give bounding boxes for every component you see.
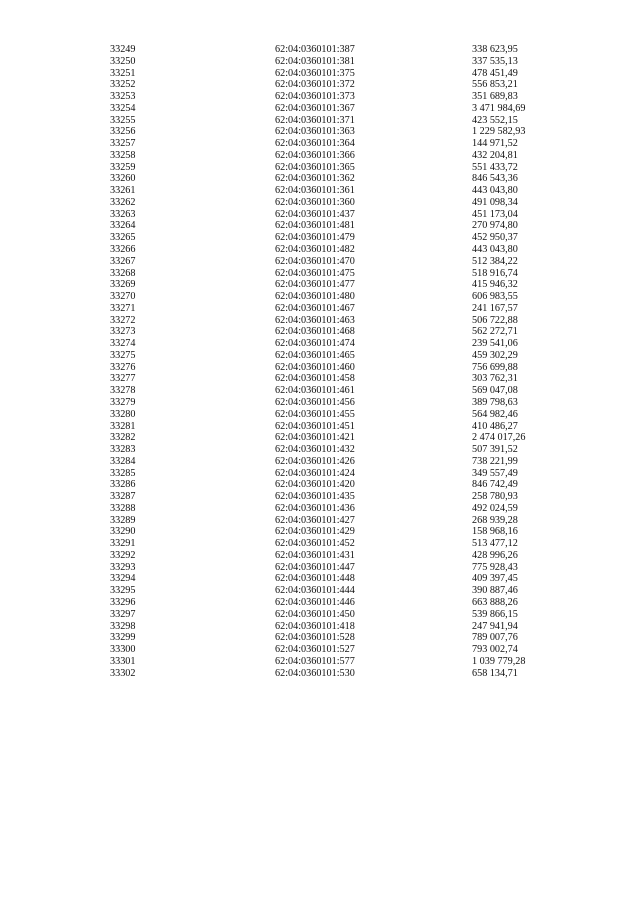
cadastral-number: 62:04:0360101:477	[275, 279, 355, 291]
row-number: 33254	[110, 102, 136, 114]
row-number: 33284	[110, 455, 136, 467]
row-number: 33288	[110, 502, 136, 514]
cadastral-number: 62:04:0360101:444	[275, 585, 355, 597]
table-row	[110, 56, 570, 68]
cadastral-value: 738 221,99	[472, 455, 518, 467]
cadastral-number: 62:04:0360101:452	[275, 538, 355, 550]
table-row	[110, 562, 570, 574]
cadastral-number: 62:04:0360101:450	[275, 608, 355, 620]
row-number: 33302	[110, 667, 136, 679]
cadastral-number: 62:04:0360101:362	[275, 173, 355, 185]
row-number: 33271	[110, 302, 136, 314]
cadastral-value: 239 541,06	[472, 338, 518, 350]
cadastral-number: 62:04:0360101:458	[275, 373, 355, 385]
table-row	[110, 538, 570, 550]
row-number: 33295	[110, 585, 136, 597]
cadastral-number: 62:04:0360101:435	[275, 491, 355, 503]
row-number: 33273	[110, 326, 136, 338]
row-number: 33282	[110, 432, 136, 444]
cadastral-number: 62:04:0360101:375	[275, 67, 355, 79]
row-number: 33257	[110, 138, 136, 150]
table-row	[110, 609, 570, 621]
cadastral-number: 62:04:0360101:451	[275, 420, 355, 432]
row-number: 33269	[110, 279, 136, 291]
cadastral-number: 62:04:0360101:421	[275, 432, 355, 444]
row-number: 33280	[110, 408, 136, 420]
row-number: 33266	[110, 244, 136, 256]
cadastral-value: 793 002,74	[472, 644, 518, 656]
row-number: 33255	[110, 114, 136, 126]
row-number: 33301	[110, 655, 136, 667]
cadastral-value: 409 397,45	[472, 573, 518, 585]
row-number: 33263	[110, 208, 136, 220]
cadastral-value: 303 762,31	[472, 373, 518, 385]
cadastral-value: 241 167,57	[472, 302, 518, 314]
cadastral-number: 62:04:0360101:479	[275, 232, 355, 244]
table-row	[110, 573, 570, 585]
row-number: 33281	[110, 420, 136, 432]
row-number: 33297	[110, 608, 136, 620]
row-number: 33253	[110, 91, 136, 103]
cadastral-number: 62:04:0360101:363	[275, 126, 355, 138]
table-row	[110, 515, 570, 527]
cadastral-value: 506 722,88	[472, 314, 518, 326]
row-number: 33274	[110, 338, 136, 350]
cadastral-number: 62:04:0360101:448	[275, 573, 355, 585]
table-row	[110, 268, 570, 280]
cadastral-number: 62:04:0360101:381	[275, 55, 355, 67]
table-row	[110, 585, 570, 597]
cadastral-number: 62:04:0360101:527	[275, 644, 355, 656]
table-row	[110, 303, 570, 315]
cadastral-number: 62:04:0360101:461	[275, 385, 355, 397]
table-row	[110, 468, 570, 480]
cadastral-value: 562 272,71	[472, 326, 518, 338]
cadastral-value: 478 451,49	[472, 67, 518, 79]
cadastral-value: 423 552,15	[472, 114, 518, 126]
table-row	[110, 79, 570, 91]
cadastral-number: 62:04:0360101:360	[275, 196, 355, 208]
row-number: 33293	[110, 561, 136, 573]
cadastral-number: 62:04:0360101:432	[275, 444, 355, 456]
cadastral-number: 62:04:0360101:470	[275, 255, 355, 267]
cadastral-number: 62:04:0360101:446	[275, 596, 355, 608]
row-number: 33277	[110, 373, 136, 385]
cadastral-value: 3 471 984,69	[472, 102, 526, 114]
cadastral-value: 337 535,13	[472, 55, 518, 67]
row-number: 33264	[110, 220, 136, 232]
cadastral-value: 539 866,15	[472, 608, 518, 620]
cadastral-number: 62:04:0360101:460	[275, 361, 355, 373]
cadastral-number: 62:04:0360101:481	[275, 220, 355, 232]
row-number: 33285	[110, 467, 136, 479]
cadastral-value: 351 689,83	[472, 91, 518, 103]
cadastral-number: 62:04:0360101:474	[275, 338, 355, 350]
row-number: 33283	[110, 444, 136, 456]
cadastral-number: 62:04:0360101:429	[275, 526, 355, 538]
row-number: 33291	[110, 538, 136, 550]
table-row	[110, 279, 570, 291]
table-row	[110, 362, 570, 374]
cadastral-value: 1 039 779,28	[472, 655, 526, 667]
row-number: 33261	[110, 185, 136, 197]
cadastral-value: 2 474 017,26	[472, 432, 526, 444]
cadastral-value: 492 024,59	[472, 502, 518, 514]
cadastral-number: 62:04:0360101:482	[275, 244, 355, 256]
table-row	[110, 115, 570, 127]
cadastral-value: 247 941,94	[472, 620, 518, 632]
cadastral-value: 451 173,04	[472, 208, 518, 220]
row-number: 33250	[110, 55, 136, 67]
cadastral-value: 452 950,37	[472, 232, 518, 244]
row-number: 33275	[110, 349, 136, 361]
cadastral-number: 62:04:0360101:467	[275, 302, 355, 314]
row-number: 33267	[110, 255, 136, 267]
cadastral-number: 62:04:0360101:420	[275, 479, 355, 491]
row-number: 33252	[110, 79, 136, 91]
cadastral-number: 62:04:0360101:431	[275, 549, 355, 561]
cadastral-value: 564 982,46	[472, 408, 518, 420]
row-number: 33298	[110, 620, 136, 632]
cadastral-number: 62:04:0360101:387	[275, 44, 355, 55]
table-row	[110, 197, 570, 209]
table-row	[110, 479, 570, 491]
row-number: 33299	[110, 632, 136, 644]
cadastral-value: 443 043,80	[472, 185, 518, 197]
cadastral-value: 518 916,74	[472, 267, 518, 279]
cadastral-number: 62:04:0360101:463	[275, 314, 355, 326]
cadastral-value: 338 623,95	[472, 44, 518, 55]
cadastral-value: 270 974,80	[472, 220, 518, 232]
table-row	[110, 503, 570, 515]
cadastral-value: 428 996,26	[472, 549, 518, 561]
table-row	[110, 256, 570, 268]
cadastral-number: 62:04:0360101:455	[275, 408, 355, 420]
table-row	[110, 150, 570, 162]
cadastral-value: 775 928,43	[472, 561, 518, 573]
cadastral-value: 443 043,80	[472, 244, 518, 256]
table-row	[110, 244, 570, 256]
table-row	[110, 644, 570, 656]
table-row	[110, 185, 570, 197]
table-row	[110, 220, 570, 232]
cadastral-number: 62:04:0360101:437	[275, 208, 355, 220]
table-row	[110, 550, 570, 562]
table-row	[110, 68, 570, 80]
table-row	[110, 421, 570, 433]
cadastral-number: 62:04:0360101:447	[275, 561, 355, 573]
row-number: 33256	[110, 126, 136, 138]
cadastral-value: 389 798,63	[472, 396, 518, 408]
cadastral-number: 62:04:0360101:365	[275, 161, 355, 173]
cadastral-number: 62:04:0360101:372	[275, 79, 355, 91]
cadastral-value: 258 780,93	[472, 491, 518, 503]
cadastral-value: 846 742,49	[472, 479, 518, 491]
cadastral-value: 415 946,32	[472, 279, 518, 291]
table-row	[110, 326, 570, 338]
table-row	[110, 444, 570, 456]
table-row	[110, 621, 570, 633]
row-number: 33265	[110, 232, 136, 244]
row-number: 33258	[110, 149, 136, 161]
cadastral-value: 1 229 582,93	[472, 126, 526, 138]
row-number: 33294	[110, 573, 136, 585]
row-number: 33278	[110, 385, 136, 397]
cadastral-value: 756 699,88	[472, 361, 518, 373]
cadastral-value: 569 047,08	[472, 385, 518, 397]
table-row	[110, 162, 570, 174]
row-number: 33289	[110, 514, 136, 526]
cadastral-number: 62:04:0360101:364	[275, 138, 355, 150]
cadastral-number: 62:04:0360101:528	[275, 632, 355, 644]
cadastral-number: 62:04:0360101:367	[275, 102, 355, 114]
table-row	[110, 350, 570, 362]
row-number: 33276	[110, 361, 136, 373]
cadastral-number: 62:04:0360101:456	[275, 396, 355, 408]
table-row	[110, 232, 570, 244]
cadastral-number: 62:04:0360101:366	[275, 149, 355, 161]
row-number: 33286	[110, 479, 136, 491]
cadastral-number: 62:04:0360101:480	[275, 291, 355, 303]
cadastral-value: 390 887,46	[472, 585, 518, 597]
row-number: 33262	[110, 196, 136, 208]
cadastral-value: 268 939,28	[472, 514, 518, 526]
table-row	[110, 656, 570, 668]
table-row	[110, 126, 570, 138]
cadastral-value: 551 433,72	[472, 161, 518, 173]
cadastral-number: 62:04:0360101:465	[275, 349, 355, 361]
cadastral-value: 459 302,29	[472, 349, 518, 361]
cadastral-number: 62:04:0360101:427	[275, 514, 355, 526]
table-row	[110, 373, 570, 385]
cadastral-number: 62:04:0360101:418	[275, 620, 355, 632]
table-row	[110, 173, 570, 185]
table-row	[110, 456, 570, 468]
table-row	[110, 138, 570, 150]
row-number: 33292	[110, 549, 136, 561]
row-number: 33300	[110, 644, 136, 656]
table-row	[110, 44, 570, 56]
cadastral-number: 62:04:0360101:373	[275, 91, 355, 103]
cadastral-value: 432 204,81	[472, 149, 518, 161]
row-number: 33268	[110, 267, 136, 279]
cadastral-value: 512 384,22	[472, 255, 518, 267]
row-number: 33249	[110, 44, 136, 55]
cadastral-value: 663 888,26	[472, 596, 518, 608]
row-number: 33296	[110, 596, 136, 608]
cadastral-value: 513 477,12	[472, 538, 518, 550]
row-number: 33260	[110, 173, 136, 185]
cadastral-value: 556 853,21	[472, 79, 518, 91]
row-number: 33270	[110, 291, 136, 303]
table-row	[110, 385, 570, 397]
table-row	[110, 597, 570, 609]
cadastral-number: 62:04:0360101:426	[275, 455, 355, 467]
cadastral-value-table	[110, 44, 570, 679]
cadastral-value: 846 543,36	[472, 173, 518, 185]
row-number: 33287	[110, 491, 136, 503]
cadastral-value: 606 983,55	[472, 291, 518, 303]
row-number: 33279	[110, 396, 136, 408]
cadastral-number: 62:04:0360101:468	[275, 326, 355, 338]
table-row	[110, 91, 570, 103]
row-number: 33251	[110, 67, 136, 79]
table-row	[110, 315, 570, 327]
cadastral-number: 62:04:0360101:371	[275, 114, 355, 126]
table-row	[110, 409, 570, 421]
row-number: 33259	[110, 161, 136, 173]
table-row	[110, 291, 570, 303]
table-row	[110, 209, 570, 221]
cadastral-value: 658 134,71	[472, 667, 518, 679]
cadastral-value: 349 557,49	[472, 467, 518, 479]
table-row	[110, 338, 570, 350]
row-number: 33272	[110, 314, 136, 326]
cadastral-value: 410 486,27	[472, 420, 518, 432]
cadastral-value: 507 391,52	[472, 444, 518, 456]
cadastral-value: 158 968,16	[472, 526, 518, 538]
table-row	[110, 491, 570, 503]
cadastral-number: 62:04:0360101:530	[275, 667, 355, 679]
cadastral-value: 144 971,52	[472, 138, 518, 150]
table-row	[110, 526, 570, 538]
table-row	[110, 103, 570, 115]
table-row	[110, 397, 570, 409]
cadastral-number: 62:04:0360101:577	[275, 655, 355, 667]
table-row	[110, 668, 570, 680]
cadastral-number: 62:04:0360101:436	[275, 502, 355, 514]
cadastral-number: 62:04:0360101:475	[275, 267, 355, 279]
row-number: 33290	[110, 526, 136, 538]
cadastral-number: 62:04:0360101:424	[275, 467, 355, 479]
cadastral-value: 491 098,34	[472, 196, 518, 208]
cadastral-value: 789 007,76	[472, 632, 518, 644]
cadastral-number: 62:04:0360101:361	[275, 185, 355, 197]
table-row	[110, 432, 570, 444]
table-row	[110, 632, 570, 644]
